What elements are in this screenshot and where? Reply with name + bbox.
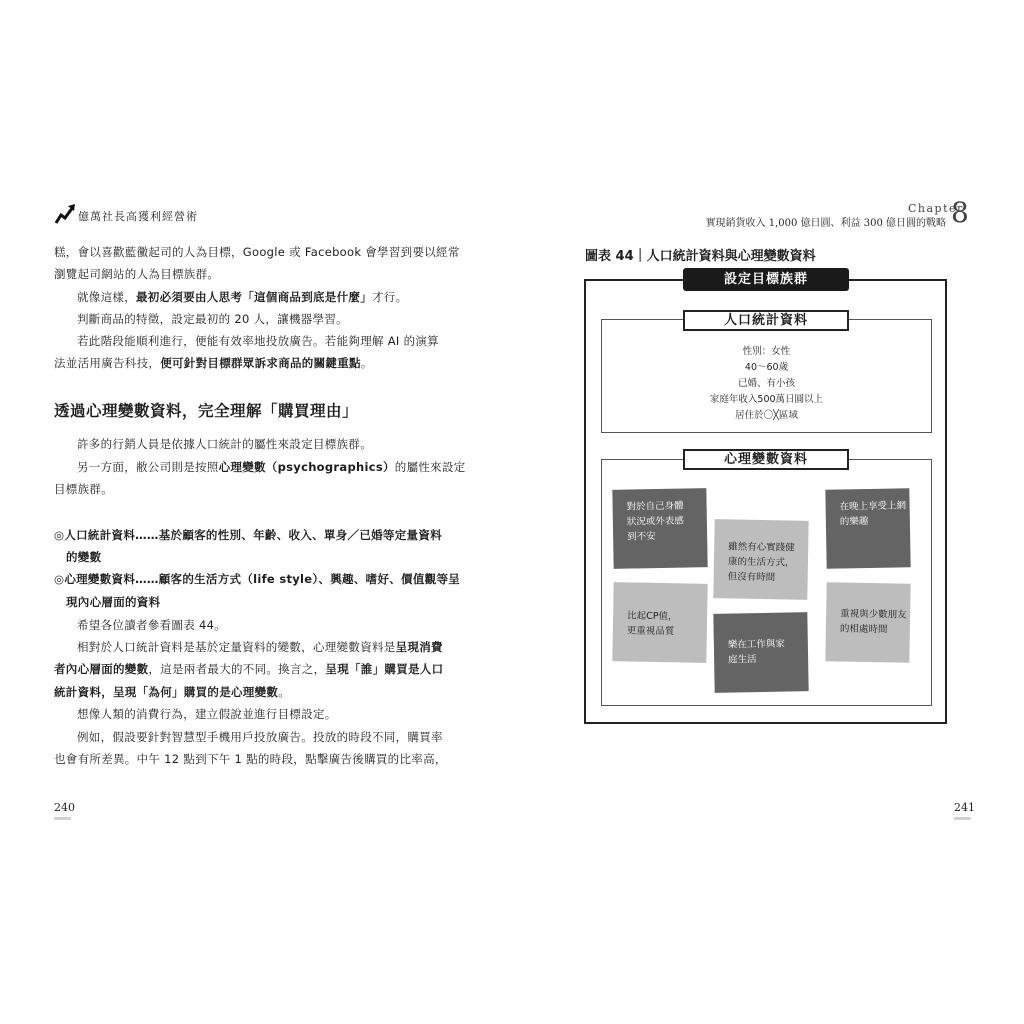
running-header-chapter-title: 實現銷貨收入 1,000 億日圓、利益 300 億日圓的戰略 bbox=[705, 218, 946, 229]
section-heading: 透過心理變數資料，完全理解「購買理由」 bbox=[54, 402, 359, 420]
psychographic-note: 比起CP值， 更重視品質 bbox=[612, 582, 707, 663]
figure-title: 圖表 44｜人口統計資料與心理變數資料 bbox=[585, 249, 816, 264]
body-line: 另一方面，敝公司則是按照心理變數（psychographics）的屬性來設定 bbox=[77, 460, 466, 474]
psychographic-label: 心理變數資料 bbox=[683, 449, 849, 470]
body-line: 糕，會以喜歡藍黴起司的人為目標，Google 或 Facebook 會學習到要以經常 bbox=[54, 245, 460, 259]
psychographic-note: 對於自己身體 狀況或外表感 到不安 bbox=[612, 488, 707, 569]
definition-line: ◎心理變數資料……顧客的生活方式（life style）、興趣、嗜好、價值觀等呈 bbox=[54, 572, 461, 586]
body-line: 想像人類的消費行為，建立假說並進行目標設定。 bbox=[77, 707, 337, 721]
page-number-left: 240 bbox=[54, 801, 75, 814]
psychographic-note: 在晚上享受上網 的樂趣 bbox=[825, 488, 910, 568]
demographic-item: 性別：女性 bbox=[742, 346, 791, 357]
chapter-label: Chapter bbox=[908, 202, 964, 215]
body-line: 統計資料，呈現「為何」購買的是心理變數。 bbox=[54, 685, 291, 699]
body-line: 許多的行銷人員是依據人口統計的屬性來設定目標族群。 bbox=[77, 437, 372, 451]
running-header-book-title: 億萬社長高獲利經營術 bbox=[78, 210, 198, 223]
body-line: 就像這樣，最初必須要由人思考「這個商品到底是什麼」才行。 bbox=[77, 290, 408, 304]
psychographic-note: 樂在工作與家 庭生活 bbox=[713, 612, 808, 693]
demographic-item: 家庭年收入500萬日圓以上 bbox=[709, 394, 824, 405]
body-line: 法並活用廣告科技，便可針對目標群眾訴求商品的關鍵重點。 bbox=[54, 356, 373, 370]
body-line: 目標族群。 bbox=[54, 482, 113, 496]
body-line: 例如，假設要針對智慧型手機用戶投放廣告。投放的時段不同，購買率 bbox=[77, 730, 443, 744]
body-line: 判斷商品的特徵，設定最初的 20 人，讓機器學習。 bbox=[77, 312, 348, 326]
page-number-bar bbox=[954, 817, 971, 820]
rising-arrow-logo-icon bbox=[54, 203, 76, 225]
body-line: 也會有所差異。中午 12 點到下午 1 點的時段，點擊廣告後購買的比率高， bbox=[54, 752, 447, 766]
body-line: 者內心層面的變數，這是兩者最大的不同。換言之，呈現「誰」購買是人口 bbox=[54, 662, 444, 676]
body-line: 相對於人口統計資料是基於定量資料的變數，心理變數資料是呈現消費 bbox=[77, 640, 443, 654]
body-line: 希望各位讀者參看圖表 44。 bbox=[77, 618, 226, 632]
definition-line: 的變數 bbox=[66, 550, 102, 564]
psychographic-note: 雖然有心實踐健 康的生活方式， 但沒有時間 bbox=[713, 519, 808, 600]
demographic-item: 已婚、有小孩 bbox=[737, 378, 795, 389]
demographic-item: 居住於〇╳區域 bbox=[735, 410, 798, 421]
demographic-item: 40〜60歲 bbox=[744, 362, 789, 373]
definition-line: ◎人口統計資料……基於顧客的性別、年齡、收入、單身／已婚等定量資料 bbox=[54, 528, 442, 542]
body-line: 若此階段能順利進行，便能有效率地投放廣告。若能夠理解 AI 的演算 bbox=[77, 334, 439, 348]
page-number-right: 241 bbox=[954, 801, 975, 814]
psychographic-note: 重視與少數朋友 的相處時間 bbox=[825, 582, 910, 662]
page-number-bar bbox=[54, 817, 71, 820]
body-line: 瀏覽起司網站的人為目標族群。 bbox=[54, 267, 220, 281]
definition-line: 現內心層面的資料 bbox=[66, 595, 161, 609]
demographic-label: 人口統計資料 bbox=[683, 310, 849, 331]
chapter-number: 8 bbox=[951, 196, 969, 229]
target-audience-label: 設定目標族群 bbox=[683, 268, 849, 291]
